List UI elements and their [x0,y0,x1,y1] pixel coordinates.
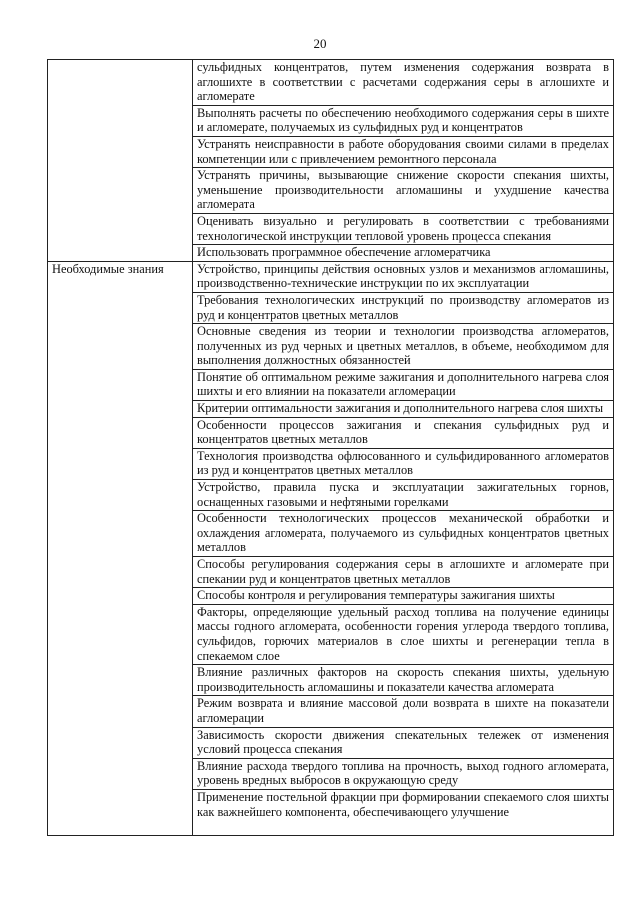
knowledge-item: Способы регулирования содержания серы в аглошихте и агломерате при спекании руд и концентратов цветных металлов [193,557,614,588]
page-number: 20 [313,36,327,51]
knowledge-item: Факторы, определяющие удельный расход топлива на получение единицы массы годного агломерата, особенности горения углерода твердого топлива, сульфидов, горючих материалов в слое шихты и регенерации тепла в спекаемом слое [193,604,614,664]
knowledge-item: Применение постельной фракции при формировании спекаемого слоя шихты как важнейшего компонента, обеспечивающего улучшение [193,789,614,835]
skills-label-cell [48,60,193,262]
knowledge-item: Устройство, правила пуска и эксплуатации зажигательных горнов, оснащенных газовыми и нефтяными горелками [193,480,614,511]
skill-item: Выполнять расчеты по обеспечению необходимого содержания серы в шихте и агломерате, получаемых из сульфидных руд и концентратов [193,105,614,136]
knowledge-item: Критерии оптимальности зажигания и дополнительного нагрева слоя шихты [193,401,614,418]
knowledge-item: Влияние расхода твердого топлива на прочность, выход годного агломерата, уровень вредных выбросов в окружающую среду [193,758,614,789]
table-row [48,261,614,292]
knowledge-label: Необходимые знания [48,261,193,835]
knowledge-item: Особенности процессов зажигания и спекания сульфидных руд и концентратов цветных металлов [193,417,614,448]
knowledge-item: Основные сведения из теории и технологии производства агломератов, полученных из руд черных и цветных металлов, в объеме, необходимом для выполнения должностных обязанностей [193,324,614,370]
table-row [48,60,614,106]
knowledge-item: Влияние различных факторов на скорость спекания шихты, удельную производительность агломашины и показатели качества агломерата [193,665,614,696]
knowledge-item: Понятие об оптимальном режиме зажигания и дополнительного нагрева слоя шихты и его влиянии на показатели агломерации [193,369,614,400]
knowledge-item: Зависимость скорости движения спекательных тележек от изменения условий процесса спекания [193,727,614,758]
skill-item: сульфидных концентратов, путем изменения содержания возврата в аглошихте в соответствии с расчетами содержания серы в аглошихте и агломерате [193,60,614,106]
skill-item: Устранять неисправности в работе оборудования своими силами в пределах компетенции или с привлечением ремонтного персонала [193,136,614,167]
requirements-table [47,59,614,836]
knowledge-item: Требования технологических инструкций по производству агломератов из руд и концентратов цветных металлов [193,292,614,323]
knowledge-item: Технология производства офлюсованного и сульфидированного агломератов из руд и концентратов цветных металлов [193,448,614,479]
skill-item: Оценивать визуально и регулировать в соответствии с требованиями технологической инструкции тепловой уровень процесса спекания [193,213,614,244]
knowledge-item: Режим возврата и влияние массовой доли возврата в шихте на показатели агломерации [193,696,614,727]
knowledge-item: Особенности технологических процессов механической обработки и охлаждения агломерата, получаемого из сульфидных концентратов цветных металлов [193,511,614,557]
skill-item: Устранять причины, вызывающие снижение скорости спекания шихты, уменьшение производительности агломашины и ухудшение качества агломерата [193,168,614,214]
knowledge-item: Способы контроля и регулирования температуры зажигания шихты [193,588,614,605]
knowledge-item: Устройство, принципы действия основных узлов и механизмов агломашины, производственно-технические инструкции по их эксплуатации [193,261,614,292]
skill-item: Использовать программное обеспечение агломератчика [193,245,614,262]
